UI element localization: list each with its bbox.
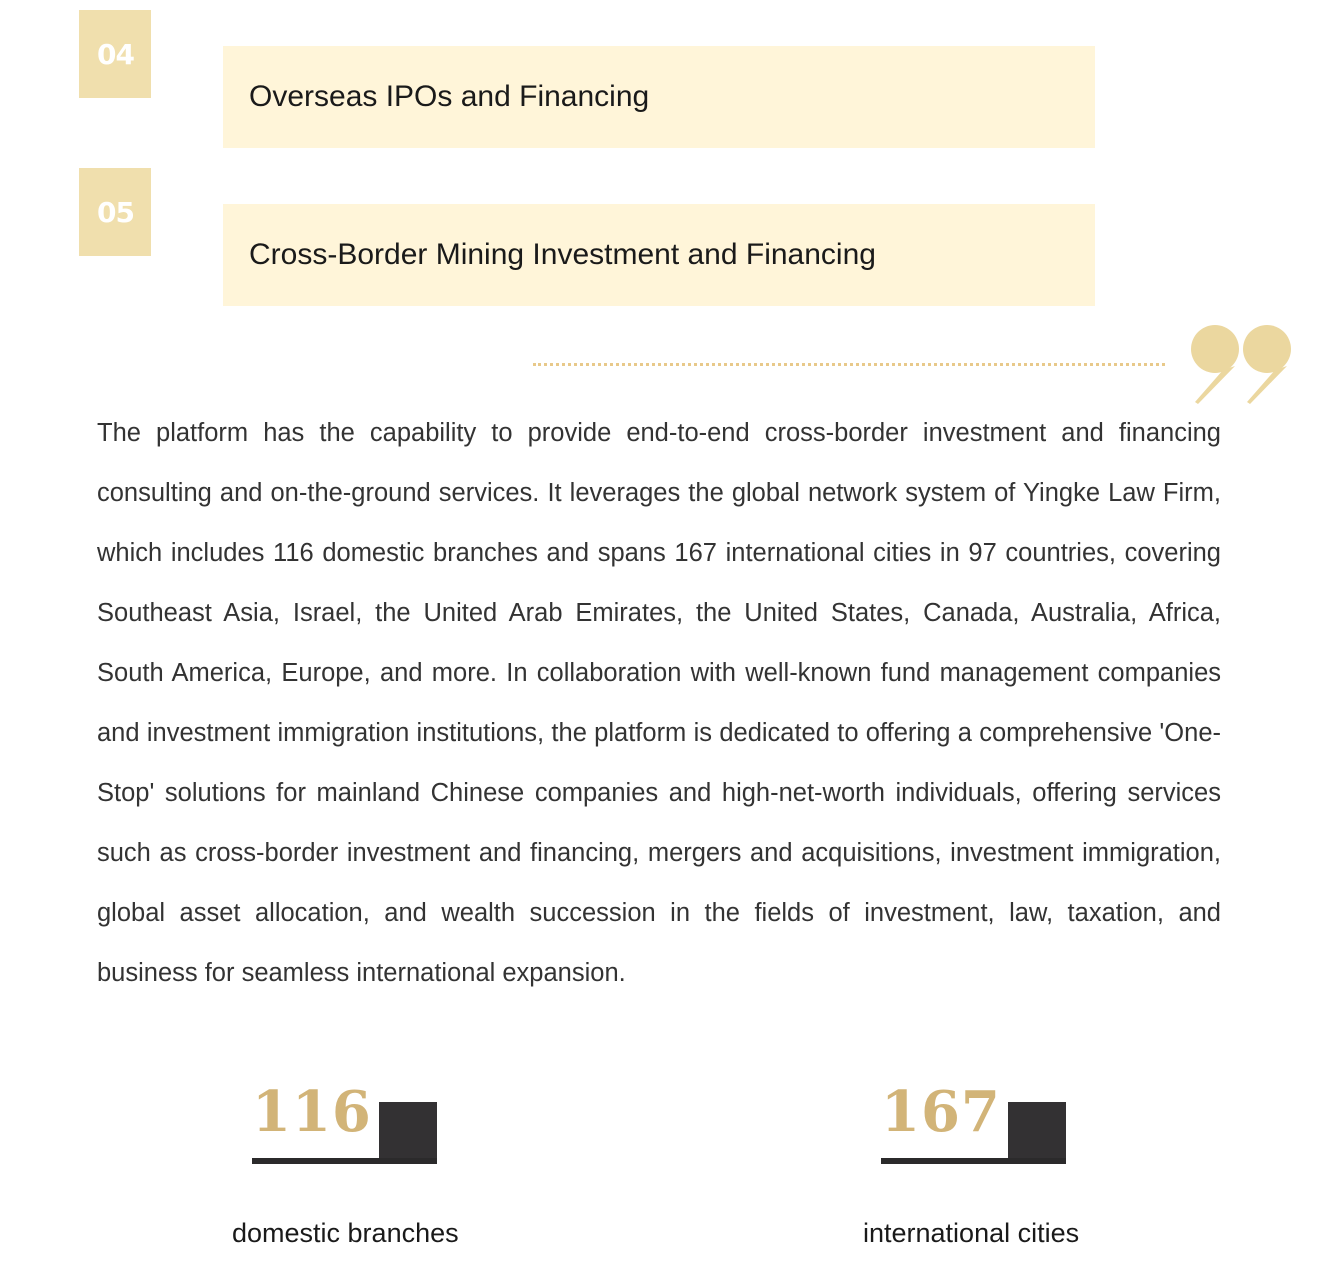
service-item-cross-border-mining [223, 204, 1095, 306]
stat-label: domestic branches [232, 1218, 459, 1248]
service-item-overseas-ipos [223, 46, 1095, 148]
stat-underline [881, 1158, 1066, 1164]
stat-decoration-block [379, 1102, 437, 1164]
stat-value: 167 [881, 1079, 1001, 1145]
service-title: Overseas IPOs and Financing [249, 80, 650, 113]
platform-description: The platform has the capability to provide end-to-end cross-border investment and financing consulting and on-the-ground services. It leverages the global network system of Yingke Law Firm, which includes 116 domestic branches and spans 167 international cities in 97 countries, covering Southeast Asia, Israel, the United Arab Emirates, the United States, Canada, Australia, Africa, South America, Europe, and more. In collaboration with well-known fund management companies and investment immigration institutions, the platform is dedicated to offering a comprehensive 'One-Stop' solutions for mainland Chinese companies and high-net-worth individuals, offering services such as cross-border investment and financing, mergers and acquisitions, investment immigration, global asset allocation, and wealth succession in the fields of investment, law, taxation, and business for seamless international expansion. [97, 419, 1221, 987]
closing-quote-icon [1187, 322, 1297, 408]
service-number-badge: 05 [79, 168, 151, 256]
service-number-badge: 04 [79, 10, 151, 98]
service-title: Cross-Border Mining Investment and Financing [249, 238, 876, 271]
stat-domestic-branches [232, 1079, 512, 1260]
stat-international-cities [863, 1079, 1141, 1260]
stat-value: 116 [252, 1079, 372, 1145]
stat-decoration-block [1008, 1102, 1066, 1164]
stat-underline [252, 1158, 437, 1164]
dotted-divider [533, 363, 1165, 366]
stat-label: international cities [863, 1218, 1080, 1248]
